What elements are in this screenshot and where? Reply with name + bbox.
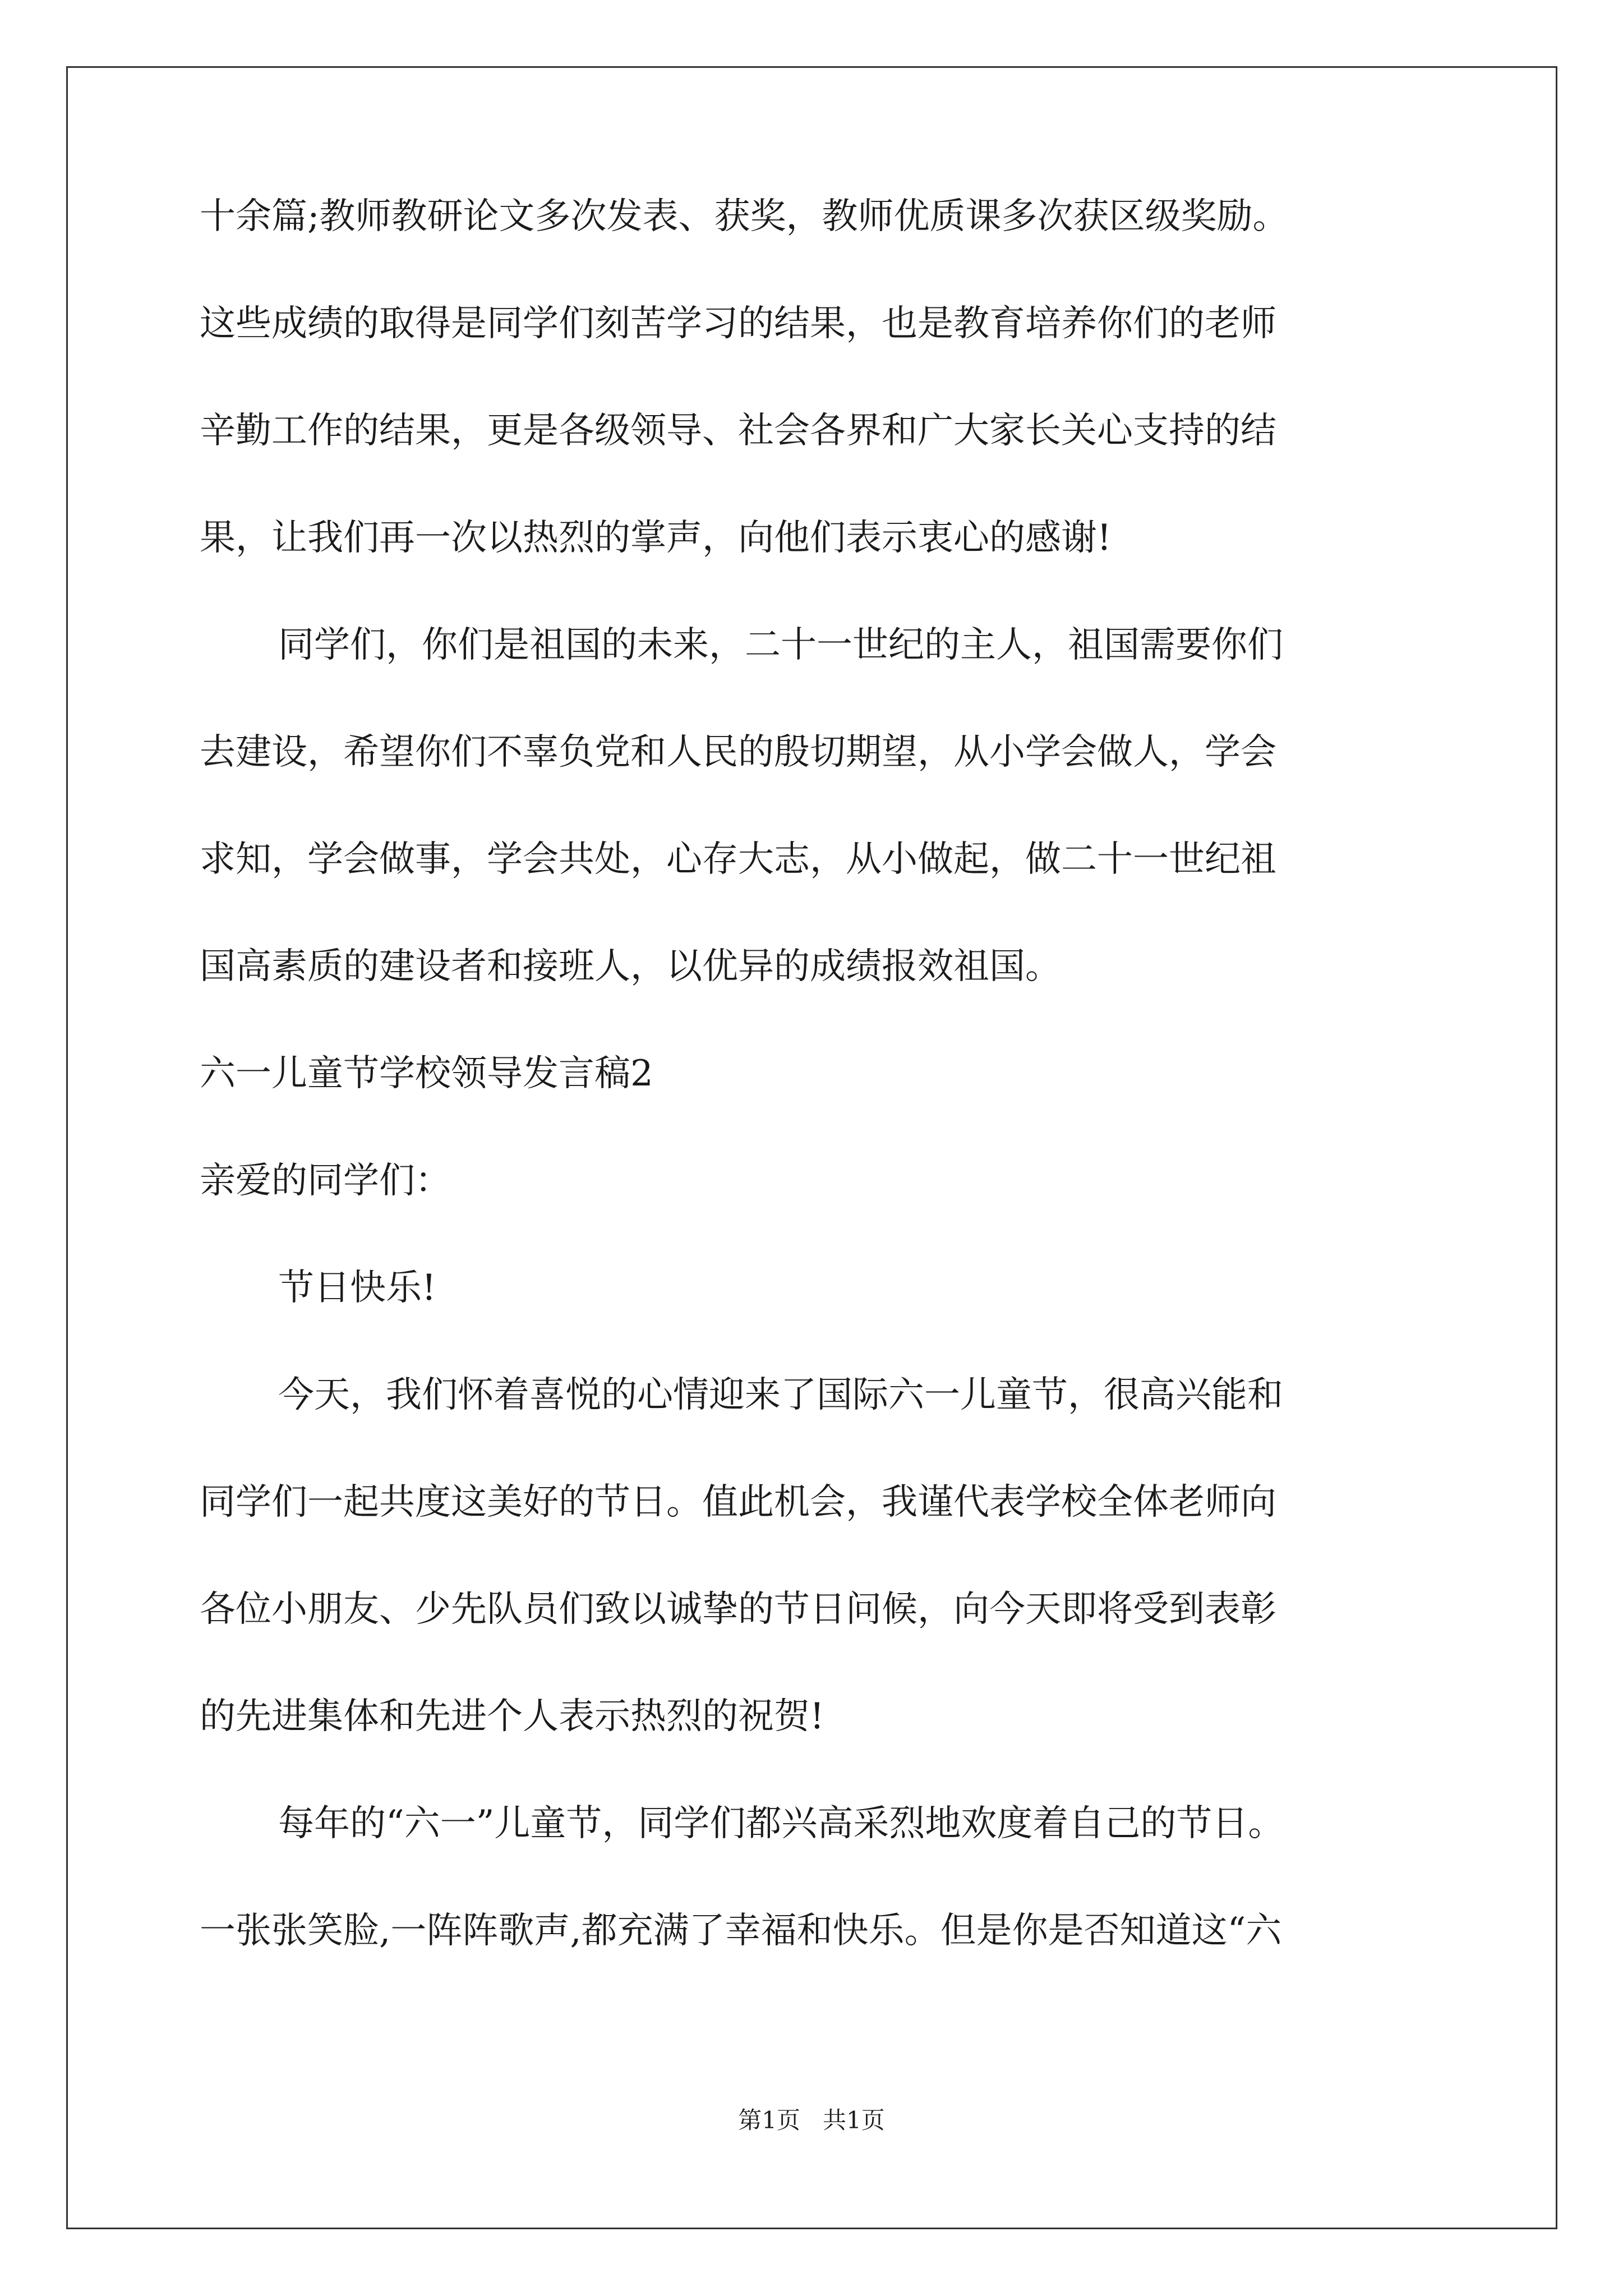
- page-footer: [0, 2106, 1623, 2134]
- salutation: 亲爱的同学们：: [200, 1160, 451, 1202]
- text-line: 一张张笑脸,一阵阵歌声,都充满了幸福和快乐。但是你是否知道这“六: [200, 1910, 1282, 1952]
- page-count: 共1页: [823, 2106, 885, 2134]
- paragraph-start: 同学们，你们是祖国的未来，二十一世纪的主人，祖国需要你们: [278, 624, 1283, 666]
- text-line: 这些成绩的取得是同学们刻苦学习的结果，也是教育培养你们的老师: [200, 303, 1276, 344]
- text-line: 各位小朋友、少先队员们致以诚挚的节日问候，向今天即将受到表彰: [200, 1589, 1276, 1630]
- document-body: [200, 196, 1484, 2018]
- greeting: 节日快乐!: [278, 1267, 436, 1309]
- text-line: 辛勤工作的结果，更是各级领导、社会各界和广大家长关心支持的结: [200, 410, 1276, 452]
- page-number: 第1页: [738, 2106, 800, 2134]
- text-line: 十余篇;教师教研论文多次发表、获奖，教师优质课多次获区级奖励。: [200, 196, 1289, 237]
- text-line: 的先进集体和先进个人表示热烈的祝贺!: [200, 1696, 824, 1737]
- paragraph-start: 今天，我们怀着喜悦的心情迎来了国际六一儿童节，很高兴能和: [278, 1374, 1283, 1416]
- text-line: 国高素质的建设者和接班人，以优异的成绩报效祖国。: [200, 946, 1061, 987]
- text-line: 同学们一起共度这美好的节日。值此机会，我谨代表学校全体老师向: [200, 1481, 1276, 1523]
- paragraph-start: 每年的“六一”儿童节，同学们都兴高采烈地欢度着自己的节日。: [278, 1803, 1284, 1844]
- section-title: 六一儿童节学校领导发言稿2: [200, 1053, 653, 1094]
- text-line: 果，让我们再一次以热烈的掌声，向他们表示衷心的感谢!: [200, 517, 1112, 559]
- text-line: 去建设，希望你们不辜负党和人民的殷切期望，从小学会做人，学会: [200, 731, 1276, 773]
- text-line: 求知，学会做事，学会共处，心存大志，从小做起，做二十一世纪祖: [200, 839, 1276, 880]
